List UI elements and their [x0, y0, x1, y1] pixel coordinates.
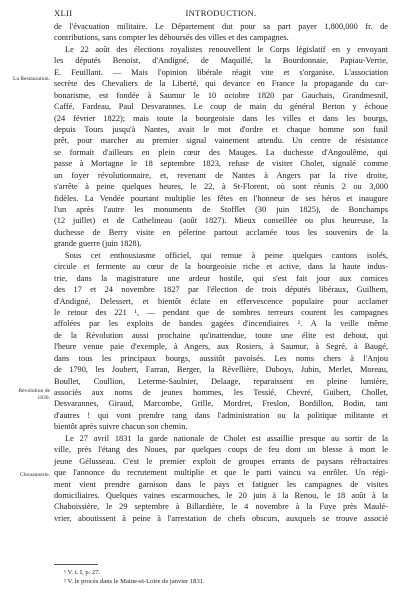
footnote: ² V. le procès dans le Maine-et-Loire de janvier 1831. — [64, 578, 205, 585]
text-line: passe à Mortagne le 18 septembre 1823, refuse de visiter Cholet, signalé comme — [54, 159, 388, 169]
text-line: le retour des 221 ¹, — pendant que de sombres terreurs courent les campagnes — [54, 307, 388, 317]
text-line: de la Révolution aussi prochaine qu'inattendue, toute une élite est debout, qui — [54, 330, 388, 340]
text-line: s'arrête à peine quelques heures, le 22, à St-Florent, où sont réunis 2 ou 3,000 — [54, 182, 388, 192]
running-header — [54, 8, 388, 20]
text-line: Le 27 avril 1831 la garde nationale de Cholet est assaillie presque au sortir de la — [65, 433, 388, 443]
footnote-rule — [54, 564, 98, 565]
margin-note-revolution-1830: Révolution de 1830. — [18, 388, 50, 401]
text-line: circule et fermente au cœur de la bourgeoisie riche et active, dans la haute indus- — [54, 262, 388, 272]
footnote: ¹ V. t. I, p. 27. — [64, 569, 101, 576]
text-line: l'un après l'autre les monuments de Stofflet (30 juin 1825), de Bonchamps — [54, 205, 388, 214]
text-line: jeune Gélusseau. C'est le premier exploit de groupes errants de paysans réfractaires — [54, 456, 388, 466]
text-line: un foyer révolutionnaire, et, revenant de Nantes à Angers par la rive droite, — [54, 170, 388, 180]
text-line: bonarisme, est fondée à Saumur le 10 octobre 1820 par Gauchais, Grandmesnil, — [54, 90, 388, 100]
text-line: se formait d'ailleurs en plein cœur des Mauges. La duchesse d'Angoulême, qui — [54, 147, 388, 157]
text-line: E. Feuillant. — Mais l'opinion libérale réagit vite et s'organise. L'association — [54, 67, 388, 77]
text-line: vrier, aboutissent à peine à l'arrestation de chefs obscurs, auxquels se trouve associé — [54, 513, 388, 523]
text-line: ment vient prendre garnison dans le pays et fatiguer les campagnes de visites — [54, 479, 388, 489]
text-line: fidèles. La Vendée pourtant multiplie les fêtes en l'honneur de ses héros et inaugure — [54, 193, 388, 203]
text-line: d'Andigné, Delessert, et bientôt éclate en effervescence populaire pour acclamer — [54, 296, 388, 306]
text-line: Caffé, Fardeau, Paul Desvarannes. Le coup de main du général Berton y échoue — [54, 102, 388, 112]
text-line: Boullet, Coullion, Leterme-Saulnier, Delaage, reparaissent en pleine lumière, — [54, 376, 388, 386]
running-title: INTRODUCTION. — [185, 8, 257, 18]
text-line: ville, près l'étang des Noues, par quelques coups de feu dont un blesse à mort le — [54, 445, 388, 455]
text-line: des 17 et 24 novembre 1827 par l'élection de trois députés libéraux, Guilhem, — [54, 285, 388, 295]
margin-note-restauration: La Restauration. — [13, 76, 50, 82]
body-text — [54, 21, 388, 524]
page-number: XLII — [54, 8, 73, 18]
text-line: Chaboissière, le 29 septembre à Billardière, le 4 novembre à la Fuye près Maulé- — [54, 502, 388, 512]
text-line: contributions, sans compter les déboursés des villes et des campagnes. — [54, 33, 289, 43]
text-line: de 1790, les Joubert, Farran, Berger, la Révellière, Duboys, Jubin, Merlet, Moreau, — [54, 365, 388, 375]
text-line: d'autres ! qui vont prendre rang dans l'administration ou la politique militante et — [54, 410, 388, 420]
text-line: l'heure venue paie d'exemple, à Angers, aux Rosiers, à Saumur, à Segré, à Baugé, — [54, 342, 388, 352]
text-line: Sous cet enthousiasme officiel, qui remue à peine quelques cantons isolés, — [65, 250, 388, 260]
text-line: secrète des Chevaliers de la Liberté, qui devance en France la propagande du car- — [54, 79, 388, 89]
text-line: associés aux noms de jeunes hommes, les Tessié, Chevré, Guibert, Chollet, — [54, 388, 388, 397]
text-line: grande guerre (juin 1828). — [54, 239, 142, 249]
footnotes — [54, 568, 388, 586]
text-line: trie, dans la magistrature une ardeur hostile, qui s'est fait jour aux comices — [54, 273, 388, 283]
text-line: que l'annonce du recrutement multiplie et que le parti vaincu va enrôler. Un régi- — [54, 468, 388, 478]
text-line: affolées par les exploits de bandes gagées d'incendiaires ². A la veille même — [54, 319, 388, 329]
text-line: bientôt après suivre chacun son chemin. — [54, 422, 188, 432]
text-line: (12 juillet) et de Cathelineau (août 1827). Mieux conseillée ou plus heureuse, la — [54, 216, 388, 226]
margin-note-chouannerie: Chouannerie. — [20, 472, 50, 478]
text-line: (24 février 1822); mais toute la bourgeoisie dans les villes et dans les bourgs, — [54, 113, 388, 123]
text-line: depuis Tours jusqu'à Nantes, avait le mot d'ordre et chaque homme son fusil — [54, 124, 388, 134]
text-line: de l'évacuation militaire. Le Département dut pour sa part payer 1,800,000 fr. de — [54, 22, 388, 31]
text-line: dans tous les principaux bourgs, aussitôt pavoisés. Les noms chers à l'Anjou — [54, 353, 388, 363]
text-line: duchesse de Berry visite en pèlerine partout acclamée tous les souvenirs de la — [54, 227, 388, 237]
text-line: Le 22 août des élections royalistes renouvellent le Corps législatif en y envoyant — [65, 44, 388, 54]
text-line: prêt, pour marcher au premier signal vainement attendu. Un centre de résistance — [54, 136, 388, 146]
text-line: domiciliaires. Quelques vaines escarmouches, le 20 juin à la Renou, le 18 août à la — [54, 490, 388, 500]
text-line: les députés Benoist, d'Andigné, de Maquillé, la Bourdonnaie, Papiau-Verrie, — [54, 56, 388, 66]
text-line: Desvarannes, Giraud, Marcombe, Grille, Mordret, Freslon, Bordillon, Bodin, tant — [54, 399, 388, 409]
